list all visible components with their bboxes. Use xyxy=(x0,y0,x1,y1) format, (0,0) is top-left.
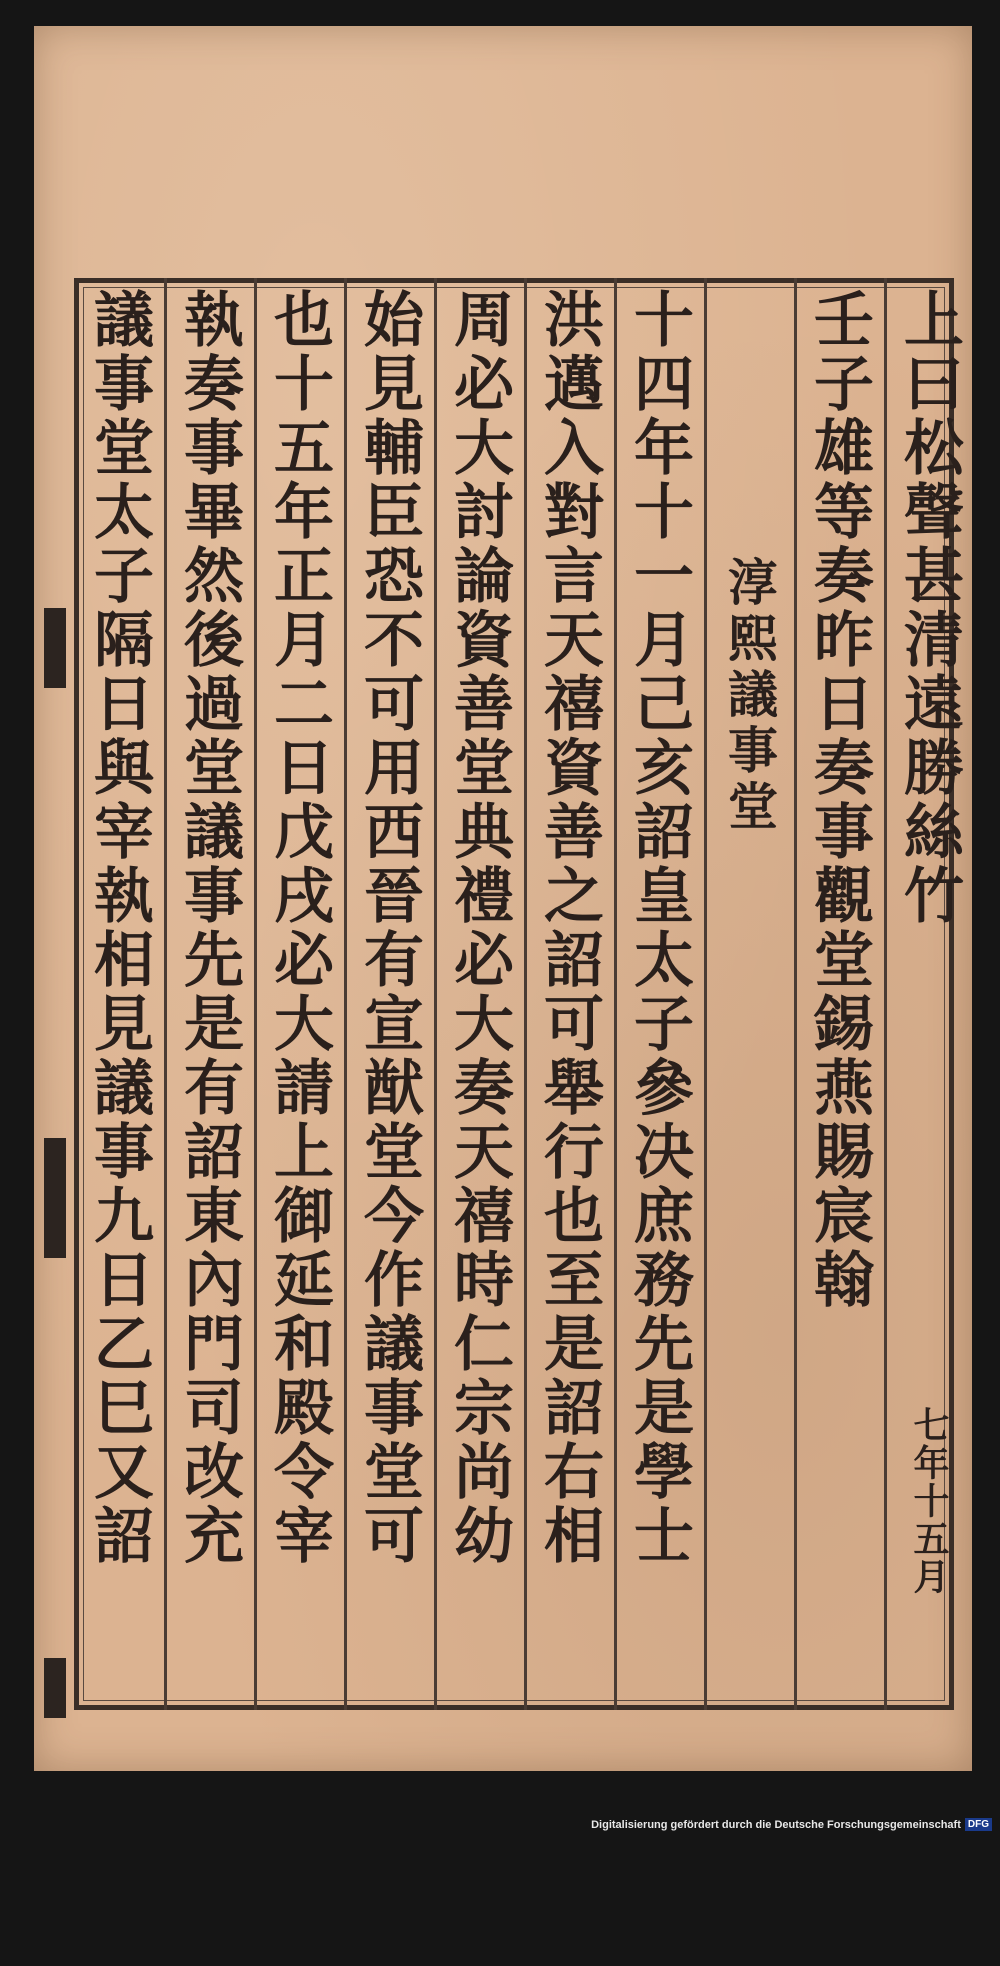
section-heading: 淳熙議事堂 xyxy=(704,556,794,1966)
text-column-10: 議事堂太子隔日與宰執相見議事九日乙巳又詔 xyxy=(74,288,164,1698)
text-column-4: 十四年十一月己亥詔皇太子參决庶務先是學士 xyxy=(614,288,704,1698)
text-column-6: 周必大討論資善堂典禮必大奏天禧時仁宗尚幼 xyxy=(434,288,524,1698)
text-column-5: 洪邁入對言天禧資善之詔可舉行也至是詔右相 xyxy=(524,288,614,1698)
manuscript-page xyxy=(34,26,972,1771)
gutter-mark xyxy=(44,608,66,688)
text-column-7: 始見輔臣恐不可用西晉有宣猷堂今作議事堂可 xyxy=(344,288,434,1698)
text-column-1: 上曰松聲甚清遠勝絲竹 xyxy=(884,288,974,1698)
gutter-mark xyxy=(44,1138,66,1258)
text-column-2: 壬子雄等奏昨日奏事觀堂錫燕賜宸翰 xyxy=(794,288,884,1698)
dfg-logo: DFG xyxy=(965,1818,992,1831)
binding-gutter xyxy=(42,278,70,1710)
text-column-1-note: 七年十五月 xyxy=(884,1406,974,1696)
digitization-credit xyxy=(591,1818,992,1831)
gutter-mark xyxy=(44,1658,66,1718)
credit-text: Digitalisierung gefördert durch die Deutsche Forschungsgemeinschaft xyxy=(591,1819,961,1831)
text-column-8: 也十五年正月二日戊戌必大請上御延和殿令宰 xyxy=(254,288,344,1698)
text-column-9: 執奏事畢然後過堂議事先是有詔東內門司改充 xyxy=(164,288,254,1698)
